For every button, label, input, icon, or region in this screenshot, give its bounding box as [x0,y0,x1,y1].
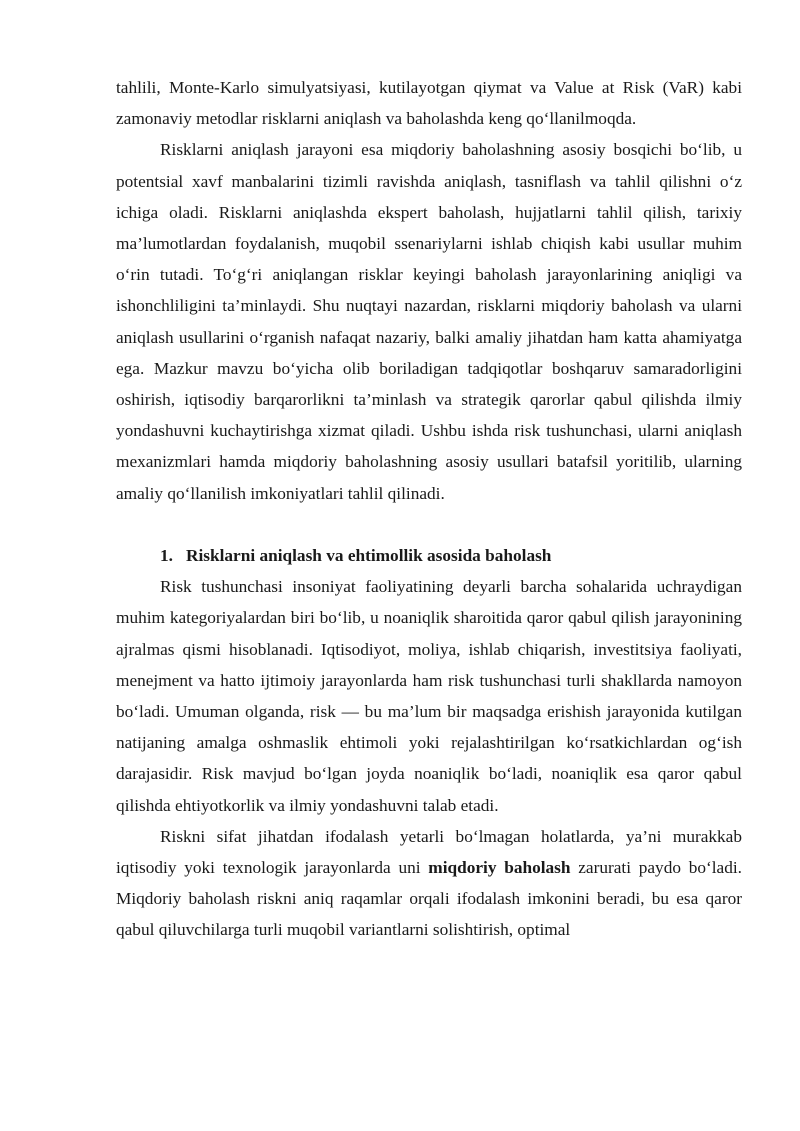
paragraph-risk-identification: Risklarni aniqlash jarayoni esa miqdoriy baholashning asosiy bosqichi bo‘lib, u potentsial xavf manbalarini tizimli ravishda aniqlash, tasniflash va tahlil qilishni o‘z ichiga oladi. Risklarni aniqlashda ekspert baholash, hujjatlarni tahlil qilish, tarixiy ma’lumotlardan foydalanish, muqobil ssenariylarni ishlab chiqish kabi usullar muhim o‘rin tutadi. To‘g‘ri aniqlangan risklar keyingi baholash jarayonlarining aniqligi va ishonchliligini ta’minlaydi. Shu nuqtayi nazardan, risklarni miqdoriy baholash va ularni aniqlash usullarini o‘rganish nafaqat nazariy, balki amaliy jihatdan ham katta ahamiyatga ega. Mazkur mavzu bo‘yicha olib boriladigan tadqiqotlar boshqaruv samaradorligini oshirish, iqtisodiy barqarorlikni ta’minlash va strategik qarorlar qabul qilishda ilmiy yondashuvni kuchaytirishga xizmat qiladi. Ushbu ishda risk tushunchasi, ularni aniqlash mexanizmlari hamda miqdoriy baholashning asosiy usullari batafsil yoritilib, ularning amaliy qo‘llanilish imkoniyatlari tahlil qilinadi. [116,140,742,503]
paragraph-text-end: zarurati paydo bo‘ladi. Miqdoriy baholash riskni aniq raqamlar orqali ifodalash imkonini beradi, bu esa qaror qabul qiluvchilarga turli muqobil variantlarni solishtirish, optimal [116,858,742,940]
paragraph-intro-continuation: tahlili, Monte-Karlo simulyatsiyasi, kutilayotgan qiymat va Value at Risk (VaR) kabi zamonaviy metodlar risklarni aniqlash va baholashda keng qo‘llanilmoqda. [116,78,742,129]
document-page [116,72,742,946]
section-title: Risklarni aniqlash va ehtimollik asosida baholash [186,546,552,566]
paragraph-text-start: Riskni sifat jihatdan ifodalash yetarli bo‘lmagan holatlarda, ya’ni murakkab iqtisodiy yoki texnologik jarayonlarda uni [116,826,742,878]
bold-term: miqdoriy baholash [428,858,571,878]
section-number: 1. [160,546,173,566]
blank-line [116,509,742,540]
paragraph-quantitative-assessment [116,821,742,946]
section-heading [116,540,742,571]
paragraph-risk-concept: Risk tushunchasi insoniyat faoliyatining deyarli barcha sohalarida uchraydigan muhim kategoriyalardan biri bo‘lib, u noaniqlik sharoitida qaror qabul qilish jarayonining ajralmas qismi hisoblanadi. Iqtisodiyot, moliya, ishlab chiqarish, investitsiya faoliyati, menejment va hatto ijtimoiy jarayonlarda ham risk tushunchasi turli shakllarda namoyon bo‘ladi. Umuman olganda, risk — bu ma’lum bir maqsadga erishish jarayonida kutilgan natijaning amalga oshmaslik ehtimoli yoki rejalashtirilgan ko‘rsatkichlardan og‘ish darajasidir. Risk mavjud bo‘lgan joyda noaniqlik bo‘ladi, noaniqlik esa qaror qabul qilishda ehtiyotkorlik va ilmiy yondashuvni talab etadi. [116,577,742,815]
